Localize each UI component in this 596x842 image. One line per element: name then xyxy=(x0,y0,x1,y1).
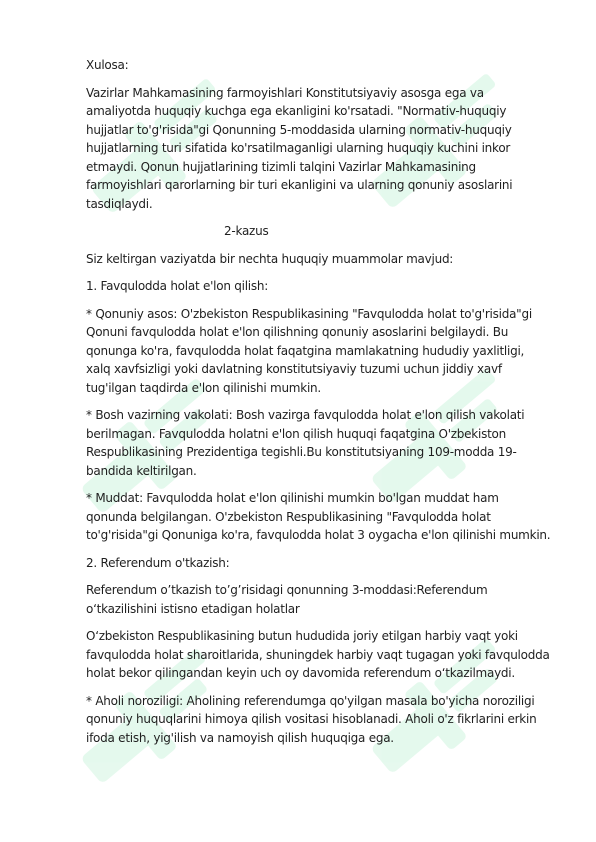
paragraph-referendum-law: Referendum o’tkazish to’g’risidagi qonunning 3-moddasi:Referendum o‘tkazilishini istisno etadigan holatlar xyxy=(86,583,488,616)
intro-paragraph: Siz keltirgan vaziyatda bir nechta huquqiy muammolar mavjud: xyxy=(86,251,454,266)
paragraph-referendum-exclusion: O‘zbekiston Respublikasining butun hududida joriy etilgan harbiy vaqt yoki favqulodda holat sharoitlarida, shuningdek harbiy vaqt tugagan yoki favqulodda holat bekor qilingandan keyin uch oy davomida referendum o‘tkazilmaydi. xyxy=(86,629,550,680)
section-heading-emergency: 1. Favqulodda holat e'lon qilish: xyxy=(86,279,269,293)
conclusion-paragraph: Vazirlar Mahkamasining farmoyishlari Konstitutsiyaviy asosga ega va amaliyotda huquqiy kuchga ega ekanligini ko'rsatadi. "Normativ-huquqiy hujjatlar to'g'risida"gi Qonunning 5-moddasida ularning normativ-huquqiy hujjatlarning turi sifatida ko'rsatilmaganligi ularning huquqiy kuchini inkor etmaydi. Qonun hujjatlarining tizimli talqini Vazirlar Mahkamasining farmoyishlari qarorlarning bir turi ekanligini va ularning qonuniy asoslarini tasdiqlaydi. xyxy=(86,85,513,211)
section-heading-referendum: 2. Referendum o'tkazish: xyxy=(86,555,230,570)
paragraph-public-protest: * Aholi noroziligi: Aholining referendumga qo'yilgan masala bo'yicha noroziligi qonuniy huquqlarini himoya qilish vositasi hisoblanadi. Aholi o'z fikrlarini erkin ifoda etish, yig'ilish va namoyish qilish huquqiga ega. xyxy=(86,693,537,745)
document-body xyxy=(86,56,552,756)
conclusion-heading: Xulosa: xyxy=(86,58,129,72)
case-title: 2-kazus xyxy=(224,224,269,238)
paragraph-duration: * Muddat: Favqulodda holat e'lon qilinishi mumkin bo'lgan muddat ham qonunda belgilangan. O'zbekiston Respublikasining "Favqulodda holat to'g'risida"gi Qonuniga ko'ra, favqulodda holat 3 oygacha e'lon qilinishi mumkin. xyxy=(86,491,551,542)
paragraph-pm-authority: * Bosh vazirning vakolati: Bosh vazirga favqulodda holat e'lon qilish vakolati berilmagan. Favqulodda holatni e'lon qilish huquqi faqatgina O'zbekiston Respublikasining Prezidentiga tegishli.Bu konstitutsiyaning 109-modda 19-bandida keltirilgan. xyxy=(86,408,525,478)
paragraph-legal-basis: * Qonuniy asos: O'zbekiston Respublikasining "Favqulodda holat to'g'risida"gi Qonuni favqulodda holat e'lon qilishning qonuniy asoslarini belgilaydi. Bu qonunga ko'ra, favqulodda holat faqatgina mamlakatning hududiy yaxlitligi, xalq xavfsizligi yoki davlatning konstitutsiyaviy tuzumi uchun jiddiy xavf tug'ilgan taqdirda e'lon qilinishi mumkin. xyxy=(86,306,532,395)
